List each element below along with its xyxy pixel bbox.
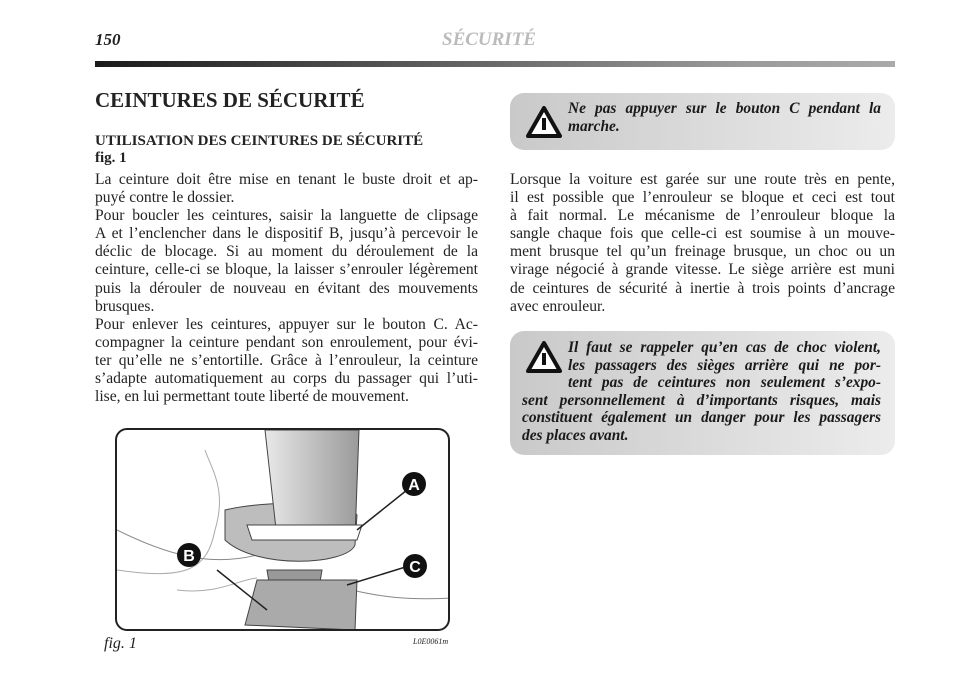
text-line: il est possible que l’enrouleur se bloque et ceci est tout [510,189,895,207]
text-line: marche. [568,117,620,135]
text-line: tent pas de ceintures non seulement s’expo- [568,374,881,392]
text-line: Pour boucler les ceintures, saisir la languette de clipsage [95,207,478,225]
text-line: Il faut se rappeler qu’en cas de choc violent, [568,339,881,356]
text-line: La ceinture doit être mise en tenant le buste droit et ap- [95,171,478,188]
text-line: lise, en lui permettant toute liberté de mouvement. [95,388,409,406]
svg-text:A: A [408,477,420,494]
text-line: de ceintures de sécurité à inertie à trois points d’ancrage [510,279,895,297]
subheading-figref: fig. 1 [95,150,127,166]
text-line: compagner la ceinture pendant son enroulement, pour évi- [95,333,478,351]
text-line: brusques. [95,297,155,315]
text-line: Ne pas appuyer sur le bouton C pendant la [568,100,881,117]
callout-b [177,543,201,567]
callout-a [402,472,426,496]
text-line: virage négocié à grande vitesse. Le siège arrière est muni [510,261,895,279]
text-line: déclic de blocage. Si au moment du déroulement de la [95,243,478,261]
text-line: ment brusque tel qu’un freinage brusque, un choc ou un [510,243,895,261]
text-line: sent personnellement à d’importants risques, mais [522,391,881,409]
subheading [95,133,423,167]
text-line: des places avant. [522,426,629,444]
text-line: ter qu’elle ne s’entortille. Grâce à l’enrouleur, la ceinture [95,351,478,369]
right-column-text [510,171,895,316]
section-title: SÉCURITÉ [442,29,536,50]
text-line: avec enrouleur. [510,297,606,315]
warning-box-1 [510,93,895,150]
header-rule [95,61,895,67]
svg-text:C: C [409,559,421,576]
warning-icon [526,341,562,373]
warning-icon [526,106,562,138]
text-line: ceinture, celle-ci se bloque, la laisser s’enrouler légèrement [95,261,478,279]
subheading-text: UTILISATION DES CEINTURES DE SÉCURITÉ [95,133,424,149]
text-line: Pour enlever les ceintures, appuyer sur le bouton C. Ac- [95,315,478,333]
text-line: à fait normal. Le mécanisme de l’enrouleur bloque la [510,207,895,225]
text-line: constituent également un danger pour les passagers [522,409,881,427]
text-line: puis la dérouler de nouveau en évitant des mouvements [95,279,478,297]
svg-text:B: B [183,548,195,565]
callout-c [403,554,427,578]
left-column-text [95,171,478,406]
text-line: A et l’enclencher dans le dispositif B, jusqu’à percevoir le [95,225,478,243]
figure-caption: fig. 1 [104,635,137,652]
text-line: les passagers des sièges arrière qui ne por- [568,356,881,374]
page-number: 150 [95,30,121,49]
page-title: CEINTURES DE SÉCURITÉ [95,88,365,112]
text-line: s’adapte automatiquement au corps du passager qui l’uti- [95,370,478,388]
text-line: puyé contre le dossier. [95,189,235,207]
text-line: Lorsque la voiture est garée sur une route très en pente, [510,171,895,188]
text-line: sangle chaque fois que celle-ci est soumise à un mouve- [510,225,895,243]
seatbelt-illustration [115,428,450,631]
figure-code: L0E0061m [413,637,449,646]
warning-box-2 [510,331,895,455]
